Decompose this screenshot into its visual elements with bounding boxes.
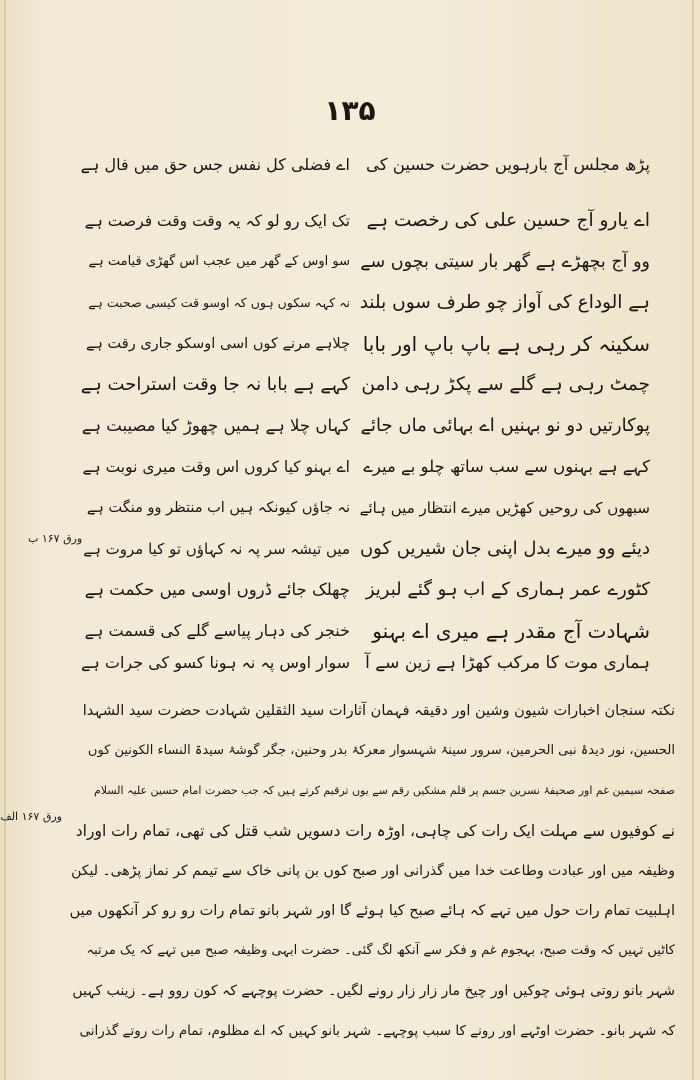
poem-line: نہ جاؤں کیونکہ ہیں اب منتظر وو منگت ہے: [86, 500, 350, 516]
poem-line: اے یارو آج حسین علی کی رخصت ہے: [366, 210, 650, 231]
poem-line: پوکارتیں دو نو بہنیں اے بہائی ماں جائے: [360, 415, 650, 436]
prose-line: شہر بانو روتی ہوئی چوکیں اور چیخ مار زار زار رونے لگیں۔ حضرت پوچہے کہ کون روو ہے۔ زینب کہیں: [72, 983, 675, 999]
poem-line: دیئے وو میرے بدل اپنی جان شیریں کوں: [359, 538, 650, 559]
poem-line: خنجر کی دہار پیاسے گلے کی قسمت ہے: [84, 621, 350, 640]
poem-line: تک ایک رو لو کہ یہ وقت وقت فرصت ہے: [84, 212, 350, 230]
poem-line: سکینہ کر رہی ہے باپ باپ اور بابا: [362, 332, 650, 356]
prose-line: نکتہ سنجان اخبارات شیون وشین اور دقیقہ فہمان آثارات سید الثقلین شہادت حضرت سید الشہدا: [82, 703, 675, 719]
page-edge-right: [692, 0, 694, 1080]
page-edge-left: [4, 0, 6, 1080]
poem-line: چمٹ رہی ہے گلے سے پکڑ رہی دامن: [361, 374, 650, 395]
prose-line: صفحہ سیمین غم اور صحیفۂ نسرین جسم پر قلم مشکیں رقم سے یوں ترقیم کرتے ہیں کہ جب حضرت امام حسین علیہ السلام: [93, 784, 675, 797]
prose-line: نے کوفیوں سے مہلت ایک رات کی چاہی، اوڑہ رات دسویں شب قتل کی تھی، تمام رات اوراد: [75, 822, 675, 840]
poem-line: ہے الوداع کی آواز چو طرف سوں بلند: [359, 292, 650, 313]
prose-line: اہلبیت تمام رات حول میں تہے کہ ہائے صبح کیا ہوئے گا اور شہر بانو تمام رات رو رو کر آنکھوں میں: [69, 903, 675, 919]
prose-line: کاٹیں تہیں کہ وقت صبح، بہجوم غم و فکر سے آنکھ لگ گئی۔ حضرت ابہی وظیفہ صبح میں تہے کہ یک مرتبہ: [86, 943, 675, 958]
poem-line: سو اوس کے گھر میں عجب اس گھڑی قیامت ہے: [88, 254, 350, 269]
page-number: ۱۳۵: [324, 94, 376, 127]
folio-margin-note: ورق ۱۶۷ ب: [28, 532, 83, 545]
poem-line: کہے ہے بابا نہ جا وقت استراحت ہے: [80, 374, 350, 395]
poem-line: نہ کہہ سکوں ہوں کہ اوسو قت کیسی صحبت ہے: [88, 295, 350, 310]
prose-paragraph: [70, 0, 675, 1080]
poem-line: شہادت آج مقدر ہے میری اے بہنو: [372, 619, 650, 643]
poem-line: کٹورے عمر ہماری کے اب ہو گئے لبریز: [365, 579, 650, 600]
poem-line: سوار اوس پہ نہ ہونا کسو کی جرات ہے: [81, 653, 350, 672]
poem-line: میں تیشہ سر پہ نہ کہاؤں تو کیا مروت ہے: [83, 540, 350, 558]
poem-line: وو آج بچھڑے ہے گھر بار سیتی بچوں سے: [360, 252, 650, 272]
poem-line: کہے ہے بہنوں سے سب ساتھ چلو بے میرے: [363, 457, 650, 476]
poem-line: ہماری موت کا مرکب کھڑا ہے زین سے آ: [365, 653, 650, 673]
poem-line: پڑھ مجلس آج بارہویں حضرت حسین کی: [365, 155, 650, 174]
poem-line: کہاں چلا ہے ہمیں چھوڑ کیا مصیبت ہے: [81, 416, 350, 435]
poem-line: اے بہنو کیا کروں اس وقت میری نوبت ہے: [82, 458, 350, 476]
prose-line: الحسین، نور دیدۂ نبی الحرمین، سرور سینۂ شہسوار معرکۂ بدر وحنین، جگر گوشۂ سیدۃ النساء الکونین کوں: [87, 743, 675, 758]
prose-line: کہ شہر بانو۔ حضرت اوٹہے اور رونے کا سبب پوچہے۔ شہر بانو کہیں کہ اے مظلوم، تمام رات روتے گذرانی: [79, 1023, 675, 1039]
prose-line: وظیفہ میں اور عبادت وطاعت خدا میں گذرانی اور صبح کوں بن پانی خاک سے تیمم کر نماز پڑھی۔ لیکن: [71, 863, 675, 879]
poem-line: چھلک جائے ڈروں اوسی میں حکمت ہے: [84, 580, 350, 599]
folio-margin-note: ورق ۱۶۷ الف: [0, 810, 62, 823]
poem-line: سبھوں کی روحیں کھڑیں میرے انتظار میں ہائے: [359, 499, 650, 517]
poem-line: اے فضلی کل نفس جس حق میں فال ہے: [80, 155, 350, 174]
poem-line: چلاہے مرنے کوں اسی اوسکو جاری رقت ہے: [85, 336, 350, 352]
